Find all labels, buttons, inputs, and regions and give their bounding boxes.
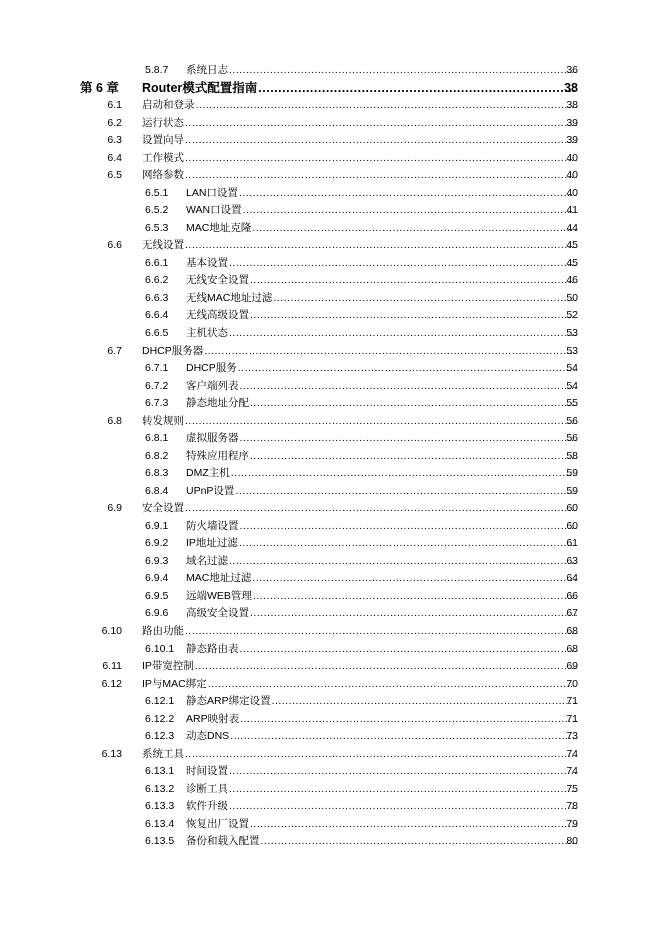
dot-leader <box>229 325 577 341</box>
toc-entry-number: 6.9.6 <box>145 607 169 620</box>
toc-entry[interactable] <box>0 781 662 797</box>
toc-entry-number: 6.6.4 <box>145 309 169 322</box>
dot-leader <box>250 395 577 411</box>
toc-entry[interactable] <box>0 272 662 288</box>
toc-entry-leader <box>186 272 577 288</box>
toc-entry-leader <box>186 465 577 481</box>
toc-entry[interactable] <box>0 641 662 657</box>
toc-entry-page: 39 <box>566 134 578 147</box>
toc-entry-title: 主机状态 <box>186 327 228 339</box>
toc-entry-number: 6.5 <box>107 169 122 182</box>
toc-entry-page: 39 <box>566 116 578 129</box>
toc-entry-title: 虚拟服务器 <box>186 432 239 445</box>
toc-entry-number: 6.5.1 <box>145 186 169 199</box>
toc-entry-number: 6.8.2 <box>145 449 169 462</box>
toc-entry-title: WAN口设置 <box>186 204 242 217</box>
toc-entry[interactable] <box>0 798 662 814</box>
toc-entry-page: 36 <box>566 64 578 76</box>
dot-leader <box>240 711 577 727</box>
dot-leader <box>230 728 577 744</box>
dot-leader <box>240 378 578 394</box>
dot-leader <box>229 553 577 569</box>
dot-leader <box>253 588 577 604</box>
toc-entry-page: 74 <box>566 765 578 778</box>
toc-entry-leader <box>186 220 577 236</box>
toc-entry-page: 40 <box>566 169 578 182</box>
toc-entry-leader <box>142 167 577 183</box>
toc-entry-page: 54 <box>566 379 578 392</box>
dot-leader <box>229 781 577 797</box>
dot-leader <box>250 816 577 832</box>
toc-entry-page: 46 <box>566 274 578 287</box>
toc-entry[interactable] <box>0 711 662 727</box>
toc-entry-title: IP与MAC绑定 <box>142 677 207 690</box>
dot-leader <box>240 518 578 534</box>
toc-entry[interactable] <box>0 816 662 832</box>
toc-entry-leader <box>186 553 577 569</box>
toc-entry[interactable] <box>0 237 662 253</box>
toc-entry-leader <box>142 746 577 762</box>
toc-entry-title: 软件升级 <box>186 800 228 813</box>
toc-entry-page: 55 <box>566 397 578 410</box>
toc-entry-title: 防火墙设置 <box>186 519 239 532</box>
toc-entry[interactable] <box>0 605 662 621</box>
toc-entry-number: 6.13.3 <box>145 800 175 813</box>
toc-entry-title: 动态DNS <box>186 730 230 743</box>
toc-entry-number: 6.3 <box>107 134 122 147</box>
toc-entry-page: 71 <box>566 712 578 725</box>
toc-entry-page: 60 <box>566 502 578 515</box>
toc-entry[interactable] <box>0 202 662 218</box>
toc-entry[interactable] <box>0 553 662 569</box>
dot-leader <box>185 115 577 131</box>
toc-entry-leader <box>186 535 577 551</box>
toc-entry-number: 6.12.3 <box>145 730 175 743</box>
toc-entry-page: 40 <box>566 186 578 199</box>
toc-entry-number: 6.12.1 <box>145 695 175 708</box>
toc-entry-title: DHCP服务 <box>186 362 237 374</box>
toc-entry-page: 71 <box>566 695 578 708</box>
toc-entry-leader <box>186 255 577 271</box>
toc-entry-number: 6.6 <box>107 239 122 252</box>
toc-entry-leader <box>142 343 577 359</box>
toc-entry-page: 74 <box>566 747 578 760</box>
toc-entry-page: 50 <box>566 291 578 304</box>
toc-entry-leader <box>186 641 577 657</box>
toc-entry-number: 6.5.2 <box>145 204 169 217</box>
toc-entry-page: 54 <box>566 362 578 374</box>
toc-entry-page: 61 <box>566 537 578 550</box>
toc-entry[interactable] <box>0 290 662 306</box>
dot-leader <box>204 343 577 359</box>
toc-entry-title: 无线MAC地址过滤 <box>186 291 273 304</box>
toc-entry[interactable] <box>0 185 662 201</box>
toc-entry-title: 系统日志 <box>186 64 228 76</box>
toc-chapter-entry[interactable] <box>0 78 662 98</box>
toc-entry-number: 第 6 章 <box>80 80 119 95</box>
toc-entry[interactable] <box>0 465 662 481</box>
dot-leader <box>250 448 577 464</box>
toc-entry-leader <box>142 78 577 98</box>
dot-leader <box>185 413 577 429</box>
dot-leader <box>235 483 577 499</box>
toc-entry-leader <box>186 693 577 709</box>
toc-entry-leader <box>186 62 577 78</box>
toc-entry-title: 启动和登录 <box>142 99 195 112</box>
toc-entry[interactable] <box>0 833 662 849</box>
toc-entry-number: 6.8.4 <box>145 484 169 497</box>
dot-leader <box>185 746 577 762</box>
toc-entry[interactable] <box>0 658 662 674</box>
toc-entry-page: 80 <box>566 835 578 848</box>
dot-leader <box>250 307 577 323</box>
toc-entry-title: 无线安全设置 <box>186 274 249 287</box>
toc-entry-leader <box>186 763 577 779</box>
toc-entry-number: 6.6.3 <box>145 291 169 304</box>
toc-entry-number: 6.9.4 <box>145 572 169 585</box>
dot-leader <box>229 255 577 271</box>
toc-entry-title: 运行状态 <box>142 116 184 129</box>
toc-entry[interactable] <box>0 570 662 586</box>
toc-entry-page: 78 <box>566 800 578 813</box>
toc-entry-number: 6.12.2 <box>145 712 175 725</box>
toc-entry-page: 68 <box>566 642 578 655</box>
toc-entry-page: 56 <box>566 414 578 427</box>
toc-entry-leader <box>186 430 577 446</box>
dot-leader <box>252 570 577 586</box>
toc-entry[interactable] <box>0 588 662 604</box>
toc-entry-number: 6.6.5 <box>145 327 169 339</box>
toc-entry-title: 安全设置 <box>142 502 184 515</box>
toc-entry[interactable] <box>0 763 662 779</box>
toc-entry-leader <box>142 132 577 148</box>
toc-entry-title: IP带宽控制 <box>142 660 194 672</box>
toc-entry-leader <box>186 711 577 727</box>
toc-entry-leader <box>186 833 577 849</box>
toc-entry-leader <box>186 781 577 797</box>
toc-entry-leader <box>186 325 577 341</box>
toc-entry-title: 转发规则 <box>142 414 184 427</box>
toc-entry[interactable] <box>0 728 662 744</box>
toc-entry-number: 6.8.1 <box>145 432 169 445</box>
toc-entry-title: 系统工具 <box>142 747 184 760</box>
toc-entry-title: 客户端列表 <box>186 379 239 392</box>
toc-entry-leader <box>186 185 577 201</box>
dot-leader <box>185 132 577 148</box>
toc-entry-leader <box>142 150 577 166</box>
dot-leader <box>231 465 577 481</box>
toc-entry-leader <box>142 237 577 253</box>
toc-entry[interactable] <box>0 395 662 411</box>
toc-entry[interactable] <box>0 132 662 148</box>
toc-entry-number: 6.7 <box>107 344 122 357</box>
toc-entry[interactable] <box>0 623 662 639</box>
toc-entry[interactable] <box>0 676 662 692</box>
toc-entry-number: 6.7.3 <box>145 397 169 410</box>
toc-entry-leader <box>186 816 577 832</box>
toc-entry-page: 66 <box>566 589 578 602</box>
toc-entry-title: DMZ主机 <box>186 467 230 480</box>
toc-entry-number: 6.6.1 <box>145 256 169 269</box>
toc-entry-number: 6.10 <box>101 625 122 637</box>
toc-entry-title: 诊断工具 <box>186 782 228 795</box>
toc-entry-number: 6.2 <box>107 116 122 129</box>
toc-entry-page: 75 <box>566 782 578 795</box>
toc-entry-page: 67 <box>566 607 578 620</box>
toc-entry-number: 6.13 <box>101 747 122 760</box>
dot-leader <box>239 535 577 551</box>
toc-entry-number: 6.10.1 <box>145 642 175 655</box>
toc-entry[interactable] <box>0 325 662 341</box>
toc-entry-leader <box>142 500 577 516</box>
toc-entry-page: 63 <box>566 554 578 567</box>
toc-entry-leader <box>186 518 577 534</box>
toc-entry-leader <box>142 658 577 674</box>
dot-leader <box>252 220 577 236</box>
toc-entry[interactable] <box>0 746 662 762</box>
toc-entry-number: 6.9.2 <box>145 537 169 550</box>
toc-entry-page: 59 <box>566 467 578 480</box>
toc-entry-number: 6.9.3 <box>145 554 169 567</box>
toc-entry-number: 6.13.5 <box>145 835 175 848</box>
toc-entry-title: 恢复出厂设置 <box>186 817 249 830</box>
toc-entry-page: 64 <box>566 572 578 585</box>
toc-entry-number: 6.8.3 <box>145 467 169 480</box>
toc-entry-number: 6.4 <box>107 151 122 164</box>
toc-entry-title: 无线高级设置 <box>186 309 249 322</box>
toc-entry-title: IP地址过滤 <box>186 537 238 550</box>
dot-leader <box>196 97 578 113</box>
toc-entry-title: 高级安全设置 <box>186 607 249 620</box>
toc-entry-title: LAN口设置 <box>186 186 238 199</box>
toc-entry-number: 6.11 <box>102 660 122 672</box>
toc-entry-number: 6.7.2 <box>145 379 169 392</box>
toc-entry[interactable] <box>0 448 662 464</box>
dot-leader <box>208 676 577 692</box>
dot-leader <box>258 78 577 98</box>
dot-leader <box>185 167 577 183</box>
toc-entry-page: 53 <box>566 344 578 357</box>
toc-entry[interactable] <box>0 97 662 113</box>
toc-entry-title: 无线设置 <box>142 239 184 252</box>
dot-leader <box>185 237 577 253</box>
toc-entry-title: MAC地址过滤 <box>186 572 252 585</box>
toc-entry[interactable] <box>0 167 662 183</box>
toc-entry-page: 38 <box>564 80 578 95</box>
toc-entry[interactable] <box>0 693 662 709</box>
toc-entry[interactable] <box>0 62 662 78</box>
toc-entry-number: 6.7.1 <box>145 362 169 374</box>
toc-entry-number: 6.6.2 <box>145 274 169 287</box>
toc-entry-title: 时间设置 <box>186 765 228 778</box>
toc-entry-page: 52 <box>566 309 578 322</box>
toc-entry[interactable] <box>0 150 662 166</box>
toc-entry-number: 6.9.5 <box>145 589 169 602</box>
toc-entry-title: 静态地址分配 <box>186 397 249 410</box>
toc-entry-title: 静态ARP绑定设置 <box>186 695 271 708</box>
toc-entry[interactable] <box>0 343 662 359</box>
toc-entry-page: 69 <box>566 660 578 672</box>
dot-leader <box>250 272 577 288</box>
toc-entry[interactable] <box>0 483 662 499</box>
toc-entry-leader <box>142 623 577 639</box>
toc-entry-page: 59 <box>566 484 578 497</box>
toc-entry-leader <box>186 378 577 394</box>
toc-entry-title: 特殊应用程序 <box>186 449 249 462</box>
toc-entry-title: 静态路由表 <box>186 642 239 655</box>
toc-entry[interactable] <box>0 413 662 429</box>
toc-entry[interactable] <box>0 535 662 551</box>
toc-entry-title: 网络参数 <box>142 169 184 182</box>
toc-entry-leader <box>186 605 577 621</box>
toc-entry-number: 6.13.2 <box>145 782 175 795</box>
toc-entry-leader <box>186 395 577 411</box>
toc-entry-title: 远端WEB管理 <box>186 589 252 602</box>
toc-entry-page: 79 <box>566 817 578 830</box>
toc-entry[interactable] <box>0 115 662 131</box>
dot-leader <box>240 641 578 657</box>
dot-leader <box>185 150 577 166</box>
toc-entry-page: 45 <box>566 256 578 269</box>
toc-entry-number: 6.12 <box>101 677 122 690</box>
toc-entry-title: 基本设置 <box>186 256 228 269</box>
toc-entry-leader <box>186 448 577 464</box>
toc-entry-page: 70 <box>566 677 578 690</box>
dot-leader <box>238 360 577 376</box>
toc-entry-page: 60 <box>566 519 578 532</box>
toc-entry[interactable] <box>0 360 662 376</box>
toc-entry-number: 6.13.1 <box>145 765 175 778</box>
toc-entry-page: 44 <box>566 221 578 234</box>
dot-leader <box>272 693 577 709</box>
toc-entry[interactable] <box>0 220 662 236</box>
toc-entry-title: 备份和载入配置 <box>186 835 260 848</box>
toc-entry-title: Router模式配置指南 <box>142 80 258 95</box>
toc-entry-leader <box>186 570 577 586</box>
toc-entry-page: 45 <box>566 239 578 252</box>
dot-leader <box>261 833 578 849</box>
toc-entry-leader <box>186 728 577 744</box>
toc-entry-leader <box>142 115 577 131</box>
toc-entry-title: UPnP设置 <box>186 484 235 497</box>
toc-entry-leader <box>142 413 577 429</box>
toc-entry-leader <box>186 588 577 604</box>
dot-leader <box>239 185 577 201</box>
toc-entry-leader <box>186 202 577 218</box>
dot-leader <box>273 290 577 306</box>
toc-entry[interactable] <box>0 307 662 323</box>
toc-entry-number: 6.1 <box>107 99 122 112</box>
toc-entry[interactable] <box>0 378 662 394</box>
dot-leader <box>229 798 577 814</box>
toc-entry[interactable] <box>0 518 662 534</box>
toc-entry-page: 58 <box>566 449 578 462</box>
toc-entry-title: 路由功能 <box>142 625 184 637</box>
dot-leader <box>243 202 577 218</box>
toc-entry-page: 41 <box>566 204 578 217</box>
toc-entry[interactable] <box>0 430 662 446</box>
toc-entry-number: 6.8 <box>107 414 122 427</box>
dot-leader <box>250 605 577 621</box>
toc-entry-page: 68 <box>566 625 578 637</box>
dot-leader <box>185 623 577 639</box>
dot-leader <box>195 658 577 674</box>
toc-entry-leader <box>186 483 577 499</box>
toc-entry[interactable] <box>0 500 662 516</box>
toc-entry[interactable] <box>0 255 662 271</box>
toc-entry-leader <box>186 290 577 306</box>
dot-leader <box>240 430 578 446</box>
toc-entry-title: 设置向导 <box>142 134 184 147</box>
toc-entry-page: 56 <box>566 432 578 445</box>
toc-entry-leader <box>186 798 577 814</box>
toc-entry-leader <box>186 307 577 323</box>
toc-entry-number: 6.5.3 <box>145 221 169 234</box>
dot-leader <box>229 763 577 779</box>
toc-entry-page: 38 <box>566 99 578 112</box>
toc-entry-page: 53 <box>566 327 578 339</box>
toc-entry-number: 5.8.7 <box>145 64 169 76</box>
toc-entry-title: 工作模式 <box>142 151 184 164</box>
toc-entry-title: DHCP服务器 <box>142 344 204 357</box>
toc-entry-leader <box>142 676 577 692</box>
toc-entry-number: 6.9.1 <box>145 519 169 532</box>
toc-entry-leader <box>142 97 577 113</box>
toc-entry-number: 6.9 <box>107 502 122 515</box>
toc-entry-page: 40 <box>566 151 578 164</box>
dot-leader <box>185 500 577 516</box>
toc-entry-page: 73 <box>566 730 578 743</box>
dot-leader <box>229 62 577 78</box>
toc-entry-leader <box>186 360 577 376</box>
toc-entry-title: ARP映射表 <box>186 712 240 725</box>
toc-entry-number: 6.13.4 <box>145 817 175 830</box>
toc-entry-title: MAC地址克隆 <box>186 221 252 234</box>
toc-entry-title: 域名过滤 <box>186 554 228 567</box>
